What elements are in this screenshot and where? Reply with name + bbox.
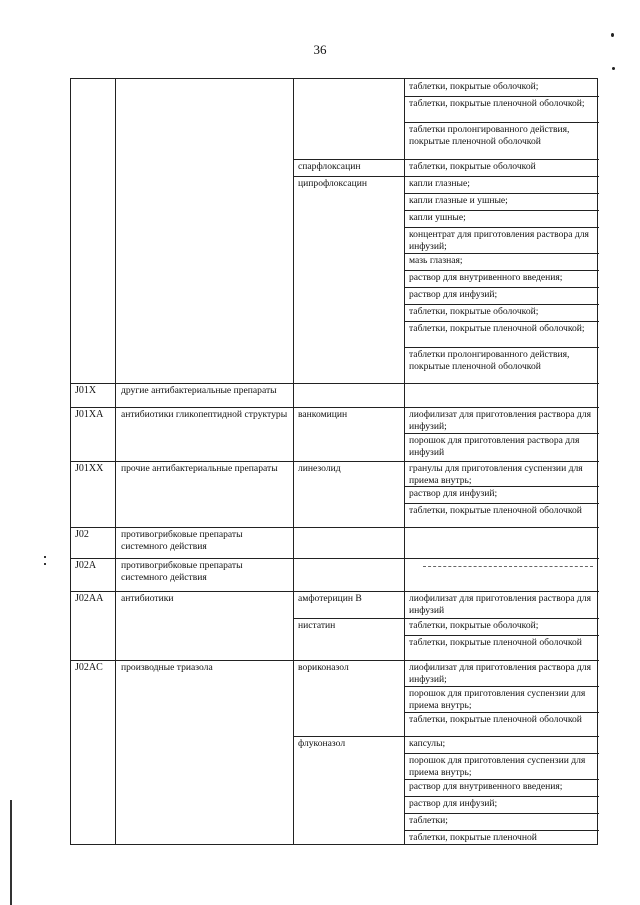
group-name: противогрибковые препараты системного действия (121, 560, 243, 583)
form-divider (404, 686, 599, 687)
row-divider (71, 660, 599, 661)
drug-table (70, 78, 598, 845)
scan-mark (10, 800, 12, 905)
form-divider (404, 193, 599, 194)
dosage-form: раствор для внутривенного введения; (409, 781, 563, 792)
group-name: антибиотики гликопептидной структуры (121, 409, 288, 420)
row-divider (293, 736, 599, 737)
form-divider (404, 227, 599, 228)
dosage-form: таблетки пролонгированного действия, покрытые пленочной оболочкой (409, 124, 570, 147)
dosage-form: капли глазные; (409, 178, 470, 189)
dosage-form: таблетки, покрытые оболочкой; (409, 620, 539, 631)
drug-name: ципрофлоксацин (298, 178, 368, 189)
dosage-form: таблетки, покрытые оболочкой; (409, 306, 539, 317)
form-divider (404, 813, 599, 814)
drug-name: линезолид (298, 463, 341, 474)
scan-speck (612, 67, 615, 70)
dosage-form: лиофилизат для приготовления раствора для инфузий; (409, 662, 591, 685)
form-divider (404, 779, 599, 780)
form-divider (404, 96, 599, 97)
dosage-form: лиофилизат для приготовления раствора для инфузий (409, 593, 591, 616)
dosage-form: таблетки пролонгированного действия, покрытые пленочной оболочкой (409, 349, 570, 372)
form-divider (404, 210, 599, 211)
group-name: другие антибактериальные препараты (121, 385, 277, 396)
row-divider (71, 591, 599, 592)
row-divider (293, 618, 599, 619)
dosage-form: капли ушные; (409, 212, 466, 223)
form-divider (404, 270, 599, 271)
group-name: производные триазола (121, 662, 213, 673)
form-divider (404, 753, 599, 754)
atc-code: J02AC (75, 662, 103, 673)
form-divider (404, 433, 599, 434)
dosage-form: таблетки, покрытые пленочной оболочкой (409, 637, 582, 648)
form-divider (404, 321, 599, 322)
row-divider (71, 383, 599, 384)
atc-code: J02 (75, 529, 89, 540)
form-divider (404, 796, 599, 797)
dosage-form: мазь глазная; (409, 255, 463, 266)
atc-code: J01X (75, 385, 97, 396)
row-divider (71, 527, 599, 528)
dosage-form: капли глазные и ушные; (409, 195, 508, 206)
drug-name: вориконазол (298, 662, 349, 673)
scan-mark (44, 563, 46, 565)
dosage-form: капсулы; (409, 738, 446, 749)
form-divider (404, 635, 599, 636)
dosage-form: порошок для приготовления суспензии для приема внутрь; (409, 688, 586, 711)
form-divider (404, 830, 599, 831)
row-divider (71, 558, 599, 559)
scan-artifact-dashes (423, 566, 593, 567)
atc-code: J02AA (75, 593, 104, 604)
dosage-form: таблетки, покрытые пленочной оболочкой; (409, 98, 585, 109)
dosage-form: порошок для приготовления раствора для инфузий (409, 435, 580, 458)
drug-name: флуконазол (298, 738, 346, 749)
drug-name: амфотерицин B (298, 593, 362, 604)
page-number: 36 (313, 42, 327, 57)
atc-code: J01XX (75, 463, 104, 474)
dosage-form: раствор для инфузий; (409, 488, 498, 499)
form-divider (404, 712, 599, 713)
form-divider (404, 122, 599, 123)
form-divider (404, 347, 599, 348)
row-divider (293, 159, 599, 160)
form-divider (404, 486, 599, 487)
dosage-form: порошок для приготовления суспензии для приема внутрь; (409, 755, 586, 778)
group-name: прочие антибактериальные препараты (121, 463, 278, 474)
row-divider (293, 176, 599, 177)
atc-code: J02A (75, 560, 97, 571)
scan-mark (44, 556, 46, 558)
form-divider (404, 304, 599, 305)
dosage-form: таблетки, покрытые пленочной оболочкой (409, 714, 582, 725)
row-divider (71, 461, 599, 462)
dosage-form: раствор для инфузий; (409, 289, 498, 300)
dosage-form: таблетки, покрытые оболочкой (409, 161, 536, 172)
group-name: антибиотики (121, 593, 174, 604)
dosage-form: раствор для внутривенного введения; (409, 272, 563, 283)
dosage-form: таблетки, покрытые пленочной оболочкой (409, 505, 582, 516)
dosage-form: таблетки; (409, 815, 448, 826)
dosage-form: таблетки, покрытые оболочкой; (409, 81, 539, 92)
drug-name: нистатин (298, 620, 336, 631)
group-name: противогрибковые препараты системного действия (121, 529, 243, 552)
dosage-form: гранулы для приготовления суспензии для приема внутрь; (409, 463, 583, 486)
form-divider (404, 287, 599, 288)
form-divider (404, 253, 599, 254)
dosage-form: таблетки, покрытые пленочной оболочкой; (409, 323, 585, 334)
dosage-form: раствор для инфузий; (409, 798, 498, 809)
form-divider (404, 503, 599, 504)
dosage-form: таблетки, покрытые пленочной (409, 832, 537, 843)
dosage-form: лиофилизат для приготовления раствора для инфузий; (409, 409, 591, 432)
drug-name: спарфлоксацин (298, 161, 361, 172)
scan-speck (611, 33, 614, 37)
dosage-form: концентрат для приготовления раствора для инфузий; (409, 229, 589, 252)
drug-name: ванкомицин (298, 409, 348, 420)
row-divider (71, 407, 599, 408)
atc-code: J01XA (75, 409, 104, 420)
